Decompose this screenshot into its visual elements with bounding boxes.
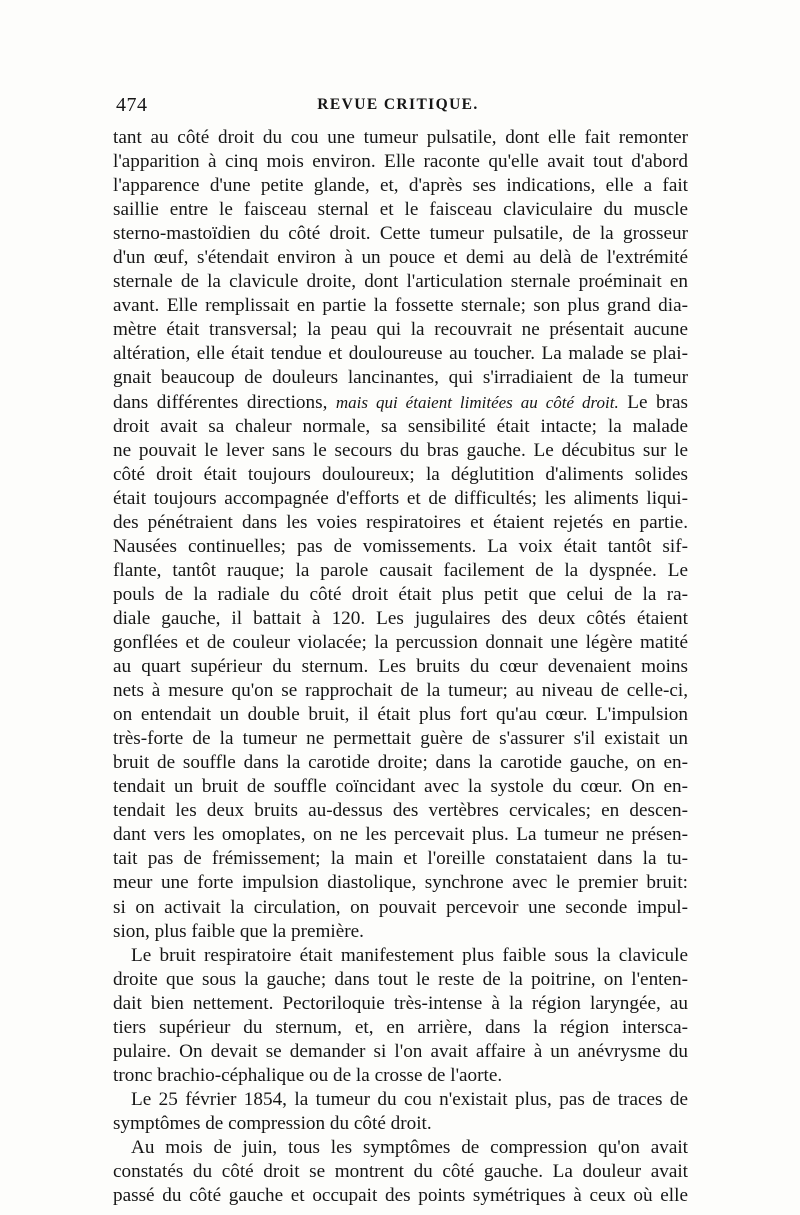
text-line: des pénétraient dans les voies respiratoires et étaient rejetés en partie.: [113, 511, 688, 533]
text-line: sterno-mastoïdien du côté droit. Cette tumeur pulsatile, de la grosseur: [113, 223, 688, 245]
text-line: flante, tantôt rauque; la parole causait facilement de la dyspnée. Le: [113, 559, 688, 581]
text-line: tronc brachio-céphalique ou de la crosse de l'aorte.: [113, 1064, 503, 1086]
text-line: tendait les deux bruits au-dessus des vertèbres cervicales; en descen-: [113, 800, 688, 822]
text-line: d'un œuf, s'étendait environ à un pouce et demi au delà de l'extrémité: [113, 247, 688, 269]
text-line: côté droit était toujours douloureux; la déglutition d'aliments solides: [113, 463, 688, 485]
text-line: Nausées continuelles; pas de vomissements. La voix était tantôt sif-: [113, 535, 688, 557]
running-head: [113, 94, 683, 120]
text-line: passé du côté gauche et occupait des points symétriques à ceux où elle: [113, 1185, 688, 1207]
text-line: altération, elle était tendue et douloureuse au toucher. La malade se plai-: [113, 343, 688, 365]
text-line: était toujours accompagnée d'efforts et de difficultés; les aliments liqui-: [113, 487, 688, 509]
text-line: tait pas de frémissement; la main et l'oreille constataient dans la tu-: [113, 848, 688, 870]
text-line: constatés du côté droit se montrent du côté gauche. La douleur avait: [113, 1161, 688, 1183]
text-segment: dans différentes directions,: [113, 391, 336, 413]
text-line: tendait un bruit de souffle coïncidant avec la systole du cœur. On en-: [113, 776, 688, 798]
text-line: saillie entre le faisceau sternal et le faisceau claviculaire du muscle: [113, 199, 688, 221]
text-line: l'apparition à cinq mois environ. Elle raconte qu'elle avait tout d'abord: [113, 151, 688, 173]
text-line: au quart supérieur du sternum. Les bruits du cœur devenaient moins: [113, 656, 688, 678]
text-line: bruit de souffle dans la carotide droite; dans la carotide gauche, on en-: [113, 752, 688, 774]
journal-title: REVUE CRITIQUE.: [317, 96, 479, 113]
text-line: [113, 391, 688, 415]
italic-phrase: mais qui étaient limitées au côté droit.: [335, 392, 619, 412]
text-line: l'apparence d'une petite glande, et, d'après ses indications, elle a fait: [113, 175, 688, 197]
text-line: tiers supérieur du sternum, et, en arrière, dans la région intersca-: [113, 1016, 688, 1038]
text-line: sion, plus faible que la première.: [113, 920, 364, 942]
text-line: meur une forte impulsion diastolique, synchrone avec le premier bruit:: [113, 872, 688, 894]
body-text: [113, 126, 688, 1208]
text-line: si on activait la circulation, on pouvait percevoir une seconde impul-: [113, 896, 688, 918]
text-line: pulaire. On devait se demander si l'on avait affaire à un anévrysme du: [113, 1040, 688, 1062]
text-line: gnait beaucoup de douleurs lancinantes, qui s'irradiaient de la tumeur: [113, 367, 688, 389]
text-line: avant. Elle remplissait en partie la fossette sternale; son plus grand dia-: [113, 295, 688, 317]
text-segment: Le bras: [618, 391, 688, 413]
text-line: mètre était transversal; la peau qui la recouvrait ne présentait aucune: [113, 319, 688, 341]
text-line: tant au côté droit du cou une tumeur pulsatile, dont elle fait remonter: [113, 127, 688, 148]
text-line: diale gauche, il battait à 120. Les jugulaires des deux côtés étaient: [113, 607, 688, 629]
text-line: droite que sous la gauche; dans tout le reste de la poitrine, on l'enten-: [113, 968, 688, 990]
text-line: Au mois de juin, tous les symptômes de compression qu'on avait: [131, 1136, 688, 1158]
text-line: nets à mesure qu'on se rapprochait de la tumeur; au niveau de celle-ci,: [113, 680, 688, 702]
text-line: dait bien nettement. Pectoriloquie très-intense à la région laryngée, au: [113, 992, 688, 1014]
text-line: sternale de la clavicule droite, dont l'articulation sternale proéminait en: [113, 271, 688, 293]
text-line: symptômes de compression du côté droit.: [113, 1112, 432, 1134]
text-line: ne pouvait le lever sans le secours du bras gauche. Le décubitus sur le: [113, 439, 688, 461]
text-line: Le bruit respiratoire était manifestement plus faible sous la clavicule: [131, 944, 688, 966]
text-line: dant vers les omoplates, on ne les percevait plus. La tumeur ne présen-: [113, 824, 688, 846]
page-number: 474: [116, 94, 148, 116]
text-line: pouls de la radiale du côté droit était plus petit que celui de la ra-: [113, 583, 688, 605]
text-line: Le 25 février 1854, la tumeur du cou n'existait plus, pas de traces de: [131, 1088, 688, 1110]
text-line: gonflées et de couleur violacée; la percussion donnait une légère matité: [113, 631, 688, 653]
text-line: droit avait sa chaleur normale, sa sensibilité était intacte; la malade: [113, 415, 688, 437]
text-line: très-forte de la tumeur ne permettait guère de s'assurer s'il existait un: [113, 728, 688, 750]
text-line: on entendait un double bruit, il était plus fort qu'au cœur. L'impulsion: [113, 704, 688, 726]
